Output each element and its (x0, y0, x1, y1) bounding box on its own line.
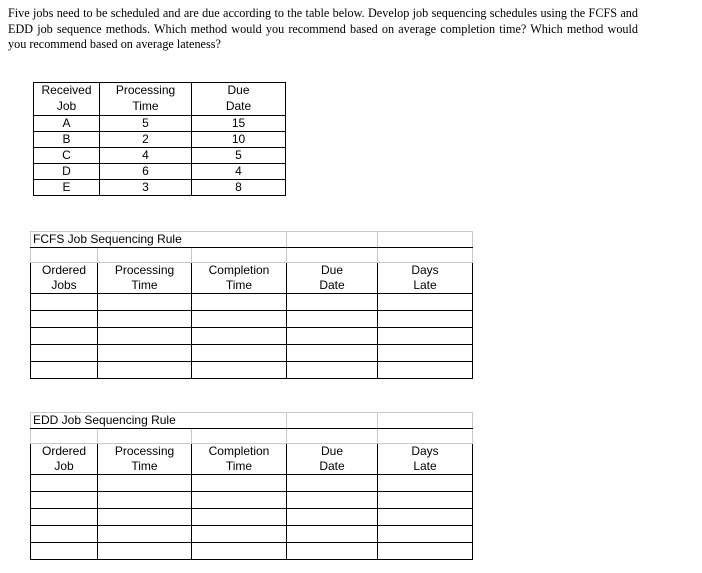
input-cell[interactable] (192, 475, 287, 492)
input-cell[interactable] (98, 345, 192, 362)
input-cell[interactable] (287, 328, 378, 345)
input-cell[interactable] (192, 294, 287, 311)
header-due: Due (287, 263, 378, 279)
input-cell[interactable] (287, 509, 378, 526)
input-cell[interactable] (31, 328, 98, 345)
header-date: Date (287, 278, 378, 294)
header-time: Time (100, 99, 192, 116)
input-cell[interactable] (98, 543, 192, 560)
input-cell[interactable] (98, 475, 192, 492)
table-row (34, 180, 286, 196)
input-cell[interactable] (98, 311, 192, 328)
blank-cell (31, 429, 98, 444)
spacer-row (31, 429, 473, 444)
input-cell[interactable] (287, 294, 378, 311)
input-cell[interactable] (192, 543, 287, 560)
input-cell[interactable] (192, 311, 287, 328)
input-cell[interactable] (31, 526, 98, 543)
table-row (34, 116, 286, 132)
header-days: Days (378, 263, 473, 279)
blank-cell (378, 413, 473, 429)
table-row[interactable] (31, 526, 473, 543)
fcfs-header-row-2 (31, 278, 473, 294)
given-header-row-1 (34, 83, 286, 100)
input-cell[interactable] (378, 475, 473, 492)
input-cell[interactable] (98, 328, 192, 345)
problem-statement: Five jobs need to be scheduled and are due according to the table below. Develop job sequencing schedules using the FCFS and EDD job sequence methods. Which method would you recommend based on average completion time? Which method would you recommend based on average lateness? (8, 6, 638, 51)
table-row[interactable] (31, 345, 473, 362)
table-row[interactable] (31, 328, 473, 345)
given-header-row-2 (34, 99, 286, 116)
blank-cell (287, 413, 378, 429)
input-cell[interactable] (192, 509, 287, 526)
input-cell[interactable] (31, 294, 98, 311)
processing-time-cell: 5 (100, 116, 192, 132)
header-completion: Completion (192, 444, 287, 460)
input-cell[interactable] (98, 294, 192, 311)
input-cell[interactable] (378, 345, 473, 362)
header-time: Time (98, 278, 192, 294)
input-cell[interactable] (31, 492, 98, 509)
header-ordered: Ordered (31, 444, 98, 460)
job-cell: C (34, 148, 100, 164)
edd-title-row (31, 413, 473, 429)
header-time: Time (192, 459, 287, 475)
table-row (34, 148, 286, 164)
input-cell[interactable] (192, 328, 287, 345)
input-cell[interactable] (98, 362, 192, 379)
job-cell: B (34, 132, 100, 148)
input-cell[interactable] (31, 509, 98, 526)
input-cell[interactable] (378, 362, 473, 379)
input-cell[interactable] (192, 345, 287, 362)
job-cell: A (34, 116, 100, 132)
input-cell[interactable] (378, 526, 473, 543)
input-cell[interactable] (192, 362, 287, 379)
header-due: Due (192, 83, 286, 100)
due-date-cell: 15 (192, 116, 286, 132)
header-days: Days (378, 444, 473, 460)
edd-header-row-1 (31, 444, 473, 460)
header-job: Job (31, 459, 98, 475)
job-cell: D (34, 164, 100, 180)
input-cell[interactable] (378, 509, 473, 526)
input-cell[interactable] (378, 492, 473, 509)
header-date: Date (287, 459, 378, 475)
table-row[interactable] (31, 362, 473, 379)
due-date-cell: 5 (192, 148, 286, 164)
due-date-cell: 10 (192, 132, 286, 148)
edd-title: EDD Job Sequencing Rule (31, 413, 287, 429)
header-processing: Processing (98, 444, 192, 460)
due-date-cell: 4 (192, 164, 286, 180)
blank-cell (287, 232, 378, 248)
processing-time-cell: 3 (100, 180, 192, 196)
header-date: Date (192, 99, 286, 116)
input-cell[interactable] (287, 526, 378, 543)
input-cell[interactable] (31, 543, 98, 560)
input-cell[interactable] (378, 543, 473, 560)
input-cell[interactable] (287, 311, 378, 328)
input-cell[interactable] (192, 526, 287, 543)
blank-cell (31, 248, 98, 263)
header-time: Time (98, 459, 192, 475)
processing-time-cell: 2 (100, 132, 192, 148)
input-cell[interactable] (98, 526, 192, 543)
input-cell[interactable] (378, 294, 473, 311)
blank-cell (192, 429, 287, 444)
input-cell[interactable] (378, 311, 473, 328)
table-row[interactable] (31, 509, 473, 526)
fcfs-title-row (31, 232, 473, 248)
input-cell[interactable] (378, 328, 473, 345)
spacer-row (31, 248, 473, 263)
input-cell[interactable] (31, 345, 98, 362)
header-processing: Processing (98, 263, 192, 279)
header-job: Job (34, 99, 100, 116)
blank-cell (378, 232, 473, 248)
edd-table (30, 412, 473, 560)
blank-cell (192, 248, 287, 263)
processing-time-cell: 6 (100, 164, 192, 180)
fcfs-table (30, 231, 473, 379)
blank-cell (98, 248, 192, 263)
input-cell[interactable] (287, 543, 378, 560)
input-cell[interactable] (31, 362, 98, 379)
input-cell[interactable] (287, 345, 378, 362)
header-received: Received (34, 83, 100, 100)
blank-cell (378, 248, 473, 263)
header-processing: Processing (100, 83, 192, 100)
fcfs-title: FCFS Job Sequencing Rule (31, 232, 287, 248)
input-cell[interactable] (192, 492, 287, 509)
header-ordered: Ordered (31, 263, 98, 279)
given-jobs-table (33, 82, 286, 196)
header-time: Time (192, 278, 287, 294)
input-cell[interactable] (98, 509, 192, 526)
table-row (34, 132, 286, 148)
table-row[interactable] (31, 543, 473, 560)
header-late: Late (378, 278, 473, 294)
input-cell[interactable] (31, 475, 98, 492)
blank-cell (378, 429, 473, 444)
edd-header-row-2 (31, 459, 473, 475)
blank-cell (98, 429, 192, 444)
table-row[interactable] (31, 294, 473, 311)
header-late: Late (378, 459, 473, 475)
table-row[interactable] (31, 492, 473, 509)
input-cell[interactable] (287, 475, 378, 492)
table-row[interactable] (31, 311, 473, 328)
blank-cell (287, 248, 378, 263)
input-cell[interactable] (287, 492, 378, 509)
header-jobs: Jobs (31, 278, 98, 294)
input-cell[interactable] (31, 311, 98, 328)
input-cell[interactable] (287, 362, 378, 379)
processing-time-cell: 4 (100, 148, 192, 164)
blank-cell (287, 429, 378, 444)
job-cell: E (34, 180, 100, 196)
table-row[interactable] (31, 475, 473, 492)
header-due: Due (287, 444, 378, 460)
header-completion: Completion (192, 263, 287, 279)
due-date-cell: 8 (192, 180, 286, 196)
table-row (34, 164, 286, 180)
fcfs-header-row-1 (31, 263, 473, 279)
input-cell[interactable] (98, 492, 192, 509)
